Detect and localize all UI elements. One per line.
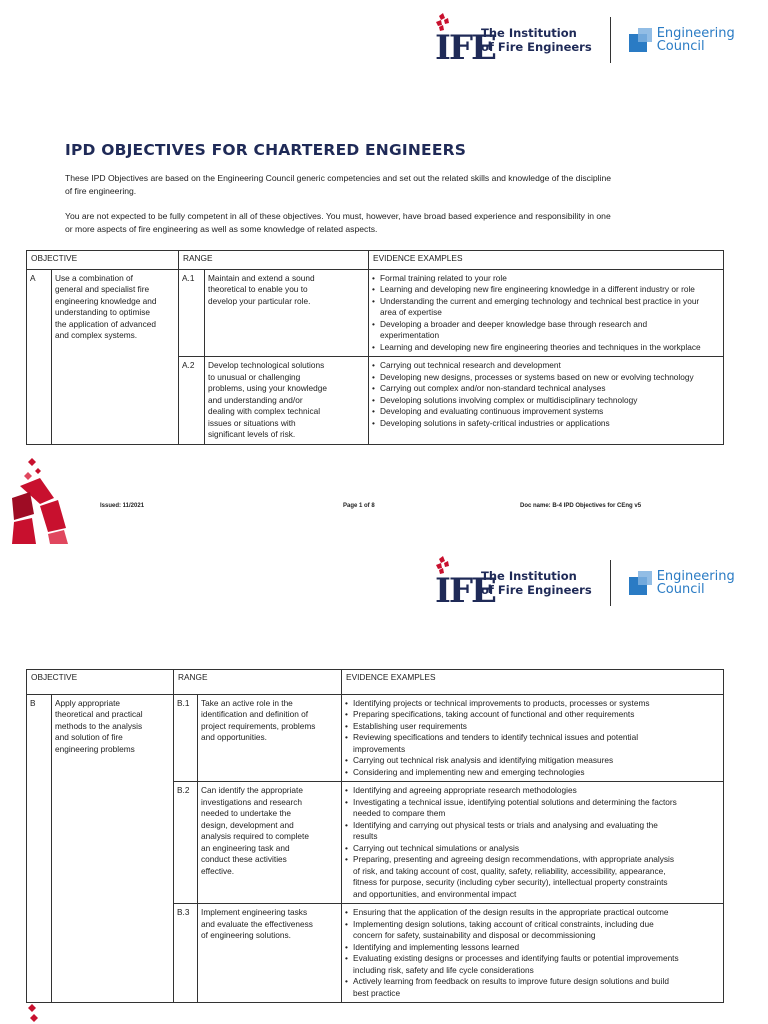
intro-paragraph-2-line1: You are not expected to be fully competent in all of these objectives. You must, however, have broad based experience and responsibility in one [65,211,611,221]
range-line: investigations and research [201,796,303,807]
header-objective: OBJECTIVE [27,251,179,270]
intro-paragraph-1-line2: of fire engineering. [65,186,137,196]
objective-line: and complex systems. [55,330,138,340]
range-line: design, development and [201,819,294,830]
objective-line: Use a combination of [55,272,133,283]
objective-text [52,694,174,1003]
header-objective: OBJECTIVE [27,670,174,695]
table-row [27,269,724,357]
range-text [205,357,369,445]
header-logos-page2 [433,555,735,611]
range-line: Implement engineering tasks [201,907,308,917]
objective-line: the application of advanced [55,318,157,329]
table-header-row [27,670,724,695]
range-line: and understanding and/or [208,394,303,405]
objective-line: methods to the analysis [55,720,143,731]
evidence-cell [342,694,724,782]
evidence-item: • Implementing design solutions, taking account of critical constraints, including due concern for safety, sustainability and disposal or decommissioning [345,919,720,942]
evidence-item: • Carrying out technical risk analysis and identifying mitigation measures [345,755,720,767]
objective-line: engineering problems [55,743,135,754]
ife-letters: IFE [435,28,495,68]
evidence-item: • Learning and developing new fire engineering knowledge in a different industry or role [372,284,720,296]
logo-divider [610,560,611,606]
range-line: and evaluate the effectiveness [201,918,313,929]
ife-name-line2: of Fire Engineers [481,40,592,54]
header-logos-page1 [433,12,735,68]
range-line: identification and definition of [201,709,309,719]
evidence-item: • Formal training related to your role [372,273,720,285]
range-line: an engineering task and [201,842,290,853]
range-line: develop your particular role. [208,295,311,306]
ife-letters: IFE [435,571,495,611]
ife-corner-graphic-icon [10,458,70,544]
ife-logo-icon [433,555,495,611]
range-line: of engineering solutions. [201,930,291,940]
header-evidence: EVIDENCE EXAMPLES [342,670,724,695]
engineering-council-logo [629,570,735,596]
range-code: B.2 [174,782,198,904]
intro-paragraph-1 [65,172,665,198]
evidence-item: • Considering and implementing new and emerging technologies [345,767,720,779]
header-range: RANGE [179,251,369,270]
range-line: issues or situations with [208,417,296,428]
evidence-item: • Carrying out technical simulations or analysis [345,843,720,855]
ife-corner-graphic-fragment-icon [22,1004,46,1024]
ec-line1: Engineering [656,26,735,41]
intro-paragraph-2-line2: or more aspects of fire engineering as well as some knowledge of related aspects. [65,224,378,234]
evidence-item: • Establishing user requirements [345,721,720,733]
range-line: and opportunities. [201,732,267,742]
evidence-item: • Investigating a technical issue, identifying potential solutions and determining the factors needed to compare them [345,797,720,820]
evidence-item: • Carrying out complex and/or non-standard technical analyses [372,383,720,395]
engineering-council-icon [629,571,653,595]
ec-line2: Council [656,582,705,597]
range-code: A.1 [179,269,205,357]
evidence-item: • Identifying and implementing lessons learned [345,942,720,954]
range-line: conduct these activities [201,854,287,864]
page-title: IPD OBJECTIVES FOR CHARTERED ENGINEERS [65,141,467,159]
footer-docname: Doc name: B-4 IPD Objectives for CEng v5 [520,503,642,509]
range-line: significant levels of risk. [208,429,296,439]
header-evidence: EVIDENCE EXAMPLES [369,251,724,270]
objective-letter: B [27,694,52,1003]
intro-paragraph-2 [65,210,665,236]
ife-name-line2: of Fire Engineers [481,583,592,597]
evidence-item: • Evaluating existing designs or processes and identifying faults or potential improvements including risk, safety and life cycle considerations [345,953,720,976]
range-line: project requirements, problems [201,720,316,731]
range-line: Maintain and extend a sound [208,272,315,283]
range-line: Can identify the appropriate [201,785,303,795]
objective-line: and solution of fire [55,732,123,742]
evidence-item: • Preparing specifications, taking account of functional and other requirements [345,709,720,721]
evidence-item: • Understanding the current and emerging technology and technical best practice in your area of expertise [372,296,720,319]
evidence-item: • Reviewing specifications and tenders to identify technical issues and potential improvements [345,732,720,755]
logo-divider [610,17,611,63]
engineering-council-icon [629,28,653,52]
range-line: to unusual or challenging [208,371,301,382]
range-line: analysis required to complete [201,831,309,841]
range-text [198,904,342,1003]
evidence-item: • Developing solutions involving complex or multidisciplinary technology [372,395,720,407]
evidence-item: • Actively learning from feedback on results to improve future design solutions and build best practice [345,976,720,999]
range-text [198,694,342,782]
footer-issued: Issued: 11/2021 [100,503,145,509]
range-line: needed to undertake the [201,808,291,818]
objectives-table-b [26,669,724,1003]
objectives-table-a [26,250,724,445]
evidence-item: • Developing new designs, processes or systems based on new or evolving technology [372,372,720,384]
objective-line: theoretical and practical [55,709,143,719]
evidence-cell [369,269,724,357]
objective-text [52,269,179,444]
evidence-item: • Identifying and agreeing appropriate research methodologies [345,785,720,797]
objective-line: engineering knowledge and [55,295,157,306]
objective-line: understanding to optimise [55,307,151,317]
evidence-item: • Identifying and carrying out physical tests or trials and analysing and evaluating the results [345,820,720,843]
evidence-item: • Preparing, presenting and agreeing design recommendations, with appropriate analysis of risk, and taking account of cost, quality, safety, reliability, accessibility, appearance, fitness for purpose, security (including cyber security), intellectual property constraints and opportunities, and environmental impact [345,854,720,900]
evidence-cell [342,904,724,1003]
evidence-item: • Carrying out technical research and development [372,360,720,372]
header-range: RANGE [174,670,342,695]
range-line: Take an active role in the [201,697,293,708]
evidence-cell [369,357,724,445]
footer-page-number: Page 1 of 8 [343,503,375,509]
range-code: B.1 [174,694,198,782]
ife-name [481,569,592,597]
range-text [205,269,369,357]
range-line: theoretical to enable you to [208,284,308,294]
engineering-council-logo [629,27,735,53]
ec-line1: Engineering [656,569,735,584]
intro-paragraph-1-line1: These IPD Objectives are based on the Engineering Council generic competencies and set out the related skills and knowledge of the discipline [65,173,612,183]
objective-letter: A [27,269,52,444]
evidence-item: • Identifying projects or technical improvements to products, processes or systems [345,698,720,710]
range-code: A.2 [179,357,205,445]
range-line: dealing with complex technical [208,406,321,416]
ife-name-line1: The Institution [481,26,577,40]
range-line: problems, using your knowledge [208,383,328,393]
evidence-item: • Learning and developing new fire engineering theories and techniques in the workplace [372,342,720,354]
ife-logo-icon [433,12,495,68]
evidence-item: • Developing a broader and deeper knowledge base through research and experimentation [372,319,720,342]
ife-name-line1: The Institution [481,569,577,583]
evidence-item: • Developing and evaluating continuous improvement systems [372,406,720,418]
evidence-item: • Developing solutions in safety-critical industries or applications [372,418,720,430]
range-code: B.3 [174,904,198,1003]
objective-line: general and specialist fire [55,284,150,294]
evidence-item: • Ensuring that the application of the design results in the appropriate practical outcome [345,907,720,919]
ec-line2: Council [656,39,705,54]
ife-name [481,26,592,54]
table-header-row [27,251,724,270]
range-line: Develop technological solutions [208,360,325,370]
table-row [27,694,724,782]
objective-line: Apply appropriate [55,697,121,708]
evidence-cell [342,782,724,904]
range-text [198,782,342,904]
range-line: effective. [201,865,235,876]
